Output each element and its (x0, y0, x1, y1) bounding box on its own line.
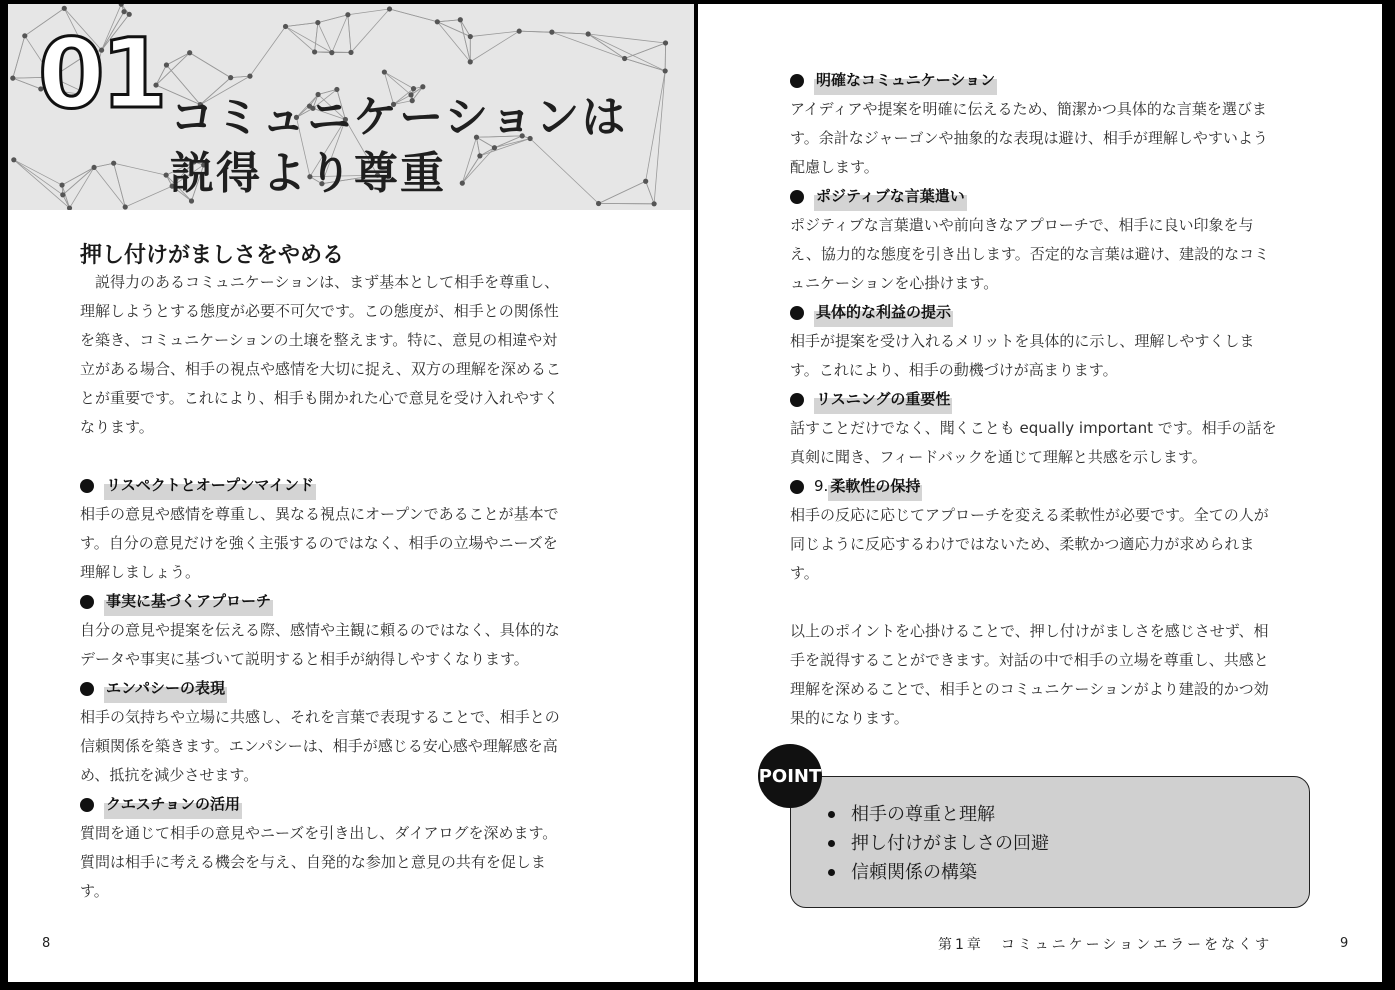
intro-line: 理解しようとする態度が必要不可欠です。この態度が、相手との関係性 (80, 302, 559, 320)
bullet-heading (80, 587, 610, 616)
point-item-text: 相手の尊重と理解 (851, 804, 995, 825)
bullet-dot-icon (80, 479, 94, 493)
bullet-line: す。余計なジャーゴンや抽象的な表現は避け、相手が理解しやすいよう (790, 129, 1268, 147)
bullet-line: ュニケーションを心掛けます。 (790, 274, 999, 292)
bullet-line: 信頼関係を築きます。エンパシーは、相手が感じる安心感や理解感を高 (80, 737, 558, 755)
conclusion-line: 以上のポイントを心掛けることで、押し付けがましさを感じさせず、相 (790, 622, 1269, 640)
right-body (790, 66, 1320, 733)
chapter-title-line: 説得より尊重 (170, 148, 446, 199)
bullet-line: す。自分の意見だけを強く主張するのではなく、相手の立場やニーズを (80, 534, 558, 552)
bullet-line: 同じように反応するわけではないため、柔軟かつ適応力が求められま (790, 535, 1255, 553)
point-list (828, 800, 1049, 887)
bullet-dot-icon (80, 682, 94, 696)
bullet-dot-icon (790, 306, 804, 320)
bullet-dot-icon (790, 74, 804, 88)
chapter-banner (8, 4, 694, 210)
conclusion-line: 手を説得することができます。対話の中で相手の立場を尊重し、共感と (790, 651, 1269, 669)
intro-line: を築き、コミュニケーションの土壌を整えます。特に、意見の相違や対 (80, 331, 558, 349)
page-number-left: 8 (42, 936, 51, 951)
right-page (698, 4, 1382, 982)
point-badge: POINT (758, 744, 822, 808)
bullet-dot-icon (80, 595, 94, 609)
conclusion-line: 果的になります。 (790, 709, 909, 727)
intro-line: なります。 (80, 418, 154, 436)
bullet-heading (790, 385, 1320, 414)
running-footer: 第1章 コミュニケーションエラーをなくす (938, 937, 1273, 953)
intro-line: 説得力のあるコミュニケーションは、まず基本として相手を尊重し、 (80, 273, 560, 291)
point-item-text: 信頼関係の構築 (851, 862, 977, 883)
intro-line: とが重要です。これにより、相手も開かれた心で意見を受け入れやすく (80, 389, 559, 407)
bullet-line: 相手の反応に応じてアプローチを変える柔軟性が必要です。全ての人が (790, 506, 1269, 524)
bullet-heading (80, 471, 610, 500)
point-item (828, 858, 1049, 887)
bullet-line: データや事実に基づいて説明すると相手が納得しやすくなります。 (80, 650, 529, 668)
bullet-heading-text: 事実に基づくアプローチ (104, 587, 273, 616)
bullet-heading-text: エンパシーの表現 (104, 674, 227, 703)
intro-line: 立がある場合、相手の視点や感情を大切に捉え、双方の理解を深めるこ (80, 360, 561, 378)
bullet-dot-icon (828, 811, 835, 818)
bullet-heading-text: 明確なコミュニケーション (814, 66, 997, 95)
bullet-heading (790, 298, 1320, 327)
bullet-line: 配慮します。 (790, 158, 879, 176)
point-item (828, 829, 1049, 858)
bullet-prefix: 9. (814, 477, 829, 495)
bullet-heading-text: ポジティブな言葉遣い (814, 182, 967, 211)
bullet-line: す。 (790, 564, 819, 582)
bullet-dot-icon (828, 840, 835, 847)
bullet-line: す。これにより、相手の動機づけが高まります。 (790, 361, 1118, 379)
bullet-dot-icon (828, 869, 835, 876)
bullet-line: 相手が提案を受け入れるメリットを具体的に示し、理解しやすくしま (790, 332, 1255, 350)
bullet-heading-text: リスペクトとオープンマインド (104, 471, 316, 500)
point-item (828, 800, 1049, 829)
bullet-line: 質問を通じて相手の意見やニーズを引き出し、ダイアログを深めます。 (80, 824, 558, 842)
bullet-line: 理解しましょう。 (80, 563, 201, 581)
bullet-heading (80, 790, 610, 819)
bullet-line: 相手の意見や感情を尊重し、異なる視点にオープンであることが基本で (80, 505, 559, 523)
bullet-line: 質問は相手に考える機会を与え、自発的な参加と意見の共有を促しま (80, 853, 546, 871)
section-heading: 押し付けがましさをやめる (80, 243, 345, 268)
bullet-line: 話すことだけでなく、聞くことも equally important です。相手の話を (790, 419, 1277, 437)
left-page (8, 4, 694, 982)
chapter-title (170, 90, 627, 202)
bullet-line: ポジティブな言葉遣いや前向きなアプローチで、相手に良い印象を与 (790, 216, 1254, 234)
bullet-heading (790, 182, 1320, 211)
bullet-line: 自分の意見や提案を伝える際、感情や主観に頼るのではなく、具体的な (80, 621, 560, 639)
point-item-text: 押し付けがましさの回避 (851, 833, 1049, 854)
conclusion-line: 理解を深めることで、相手とのコミュニケーションがより建設的かつ効 (790, 680, 1269, 698)
bullet-line: め、抵抗を減少させます。 (80, 766, 259, 784)
bullet-heading (790, 472, 1320, 501)
chapter-title-line: コミュニケーションは (170, 92, 628, 143)
bullet-dot-icon (790, 190, 804, 204)
bullet-line: す。 (80, 882, 109, 900)
page-number-right: 9 (1340, 936, 1349, 951)
bullet-line: 相手の気持ちや立場に共感し、それを言葉で表現することで、相手との (80, 708, 560, 726)
bullet-heading-text: 具体的な利益の提示 (814, 298, 953, 327)
bullet-line: 真剣に聞き、フィードバックを通じて理解と共感を示します。 (790, 448, 1207, 466)
bullet-heading (80, 674, 610, 703)
bullet-heading (790, 66, 1320, 95)
bullet-dot-icon (80, 798, 94, 812)
bullet-line: え、協力的な態度を引き出します。否定的な言葉は避け、建設的なコミ (790, 245, 1270, 263)
chapter-number: 01 (38, 18, 164, 130)
bullet-dot-icon (790, 393, 804, 407)
left-body (80, 268, 610, 906)
bullet-heading-text: リスニングの重要性 (814, 385, 952, 414)
bullet-line: アイディアや提案を明確に伝えるため、簡潔かつ具体的な言葉を選びま (790, 100, 1267, 118)
bullet-heading-text: 柔軟性の保持 (828, 472, 922, 501)
bullet-heading-text: クエスチョンの活用 (104, 790, 242, 819)
bullet-dot-icon (790, 480, 804, 494)
